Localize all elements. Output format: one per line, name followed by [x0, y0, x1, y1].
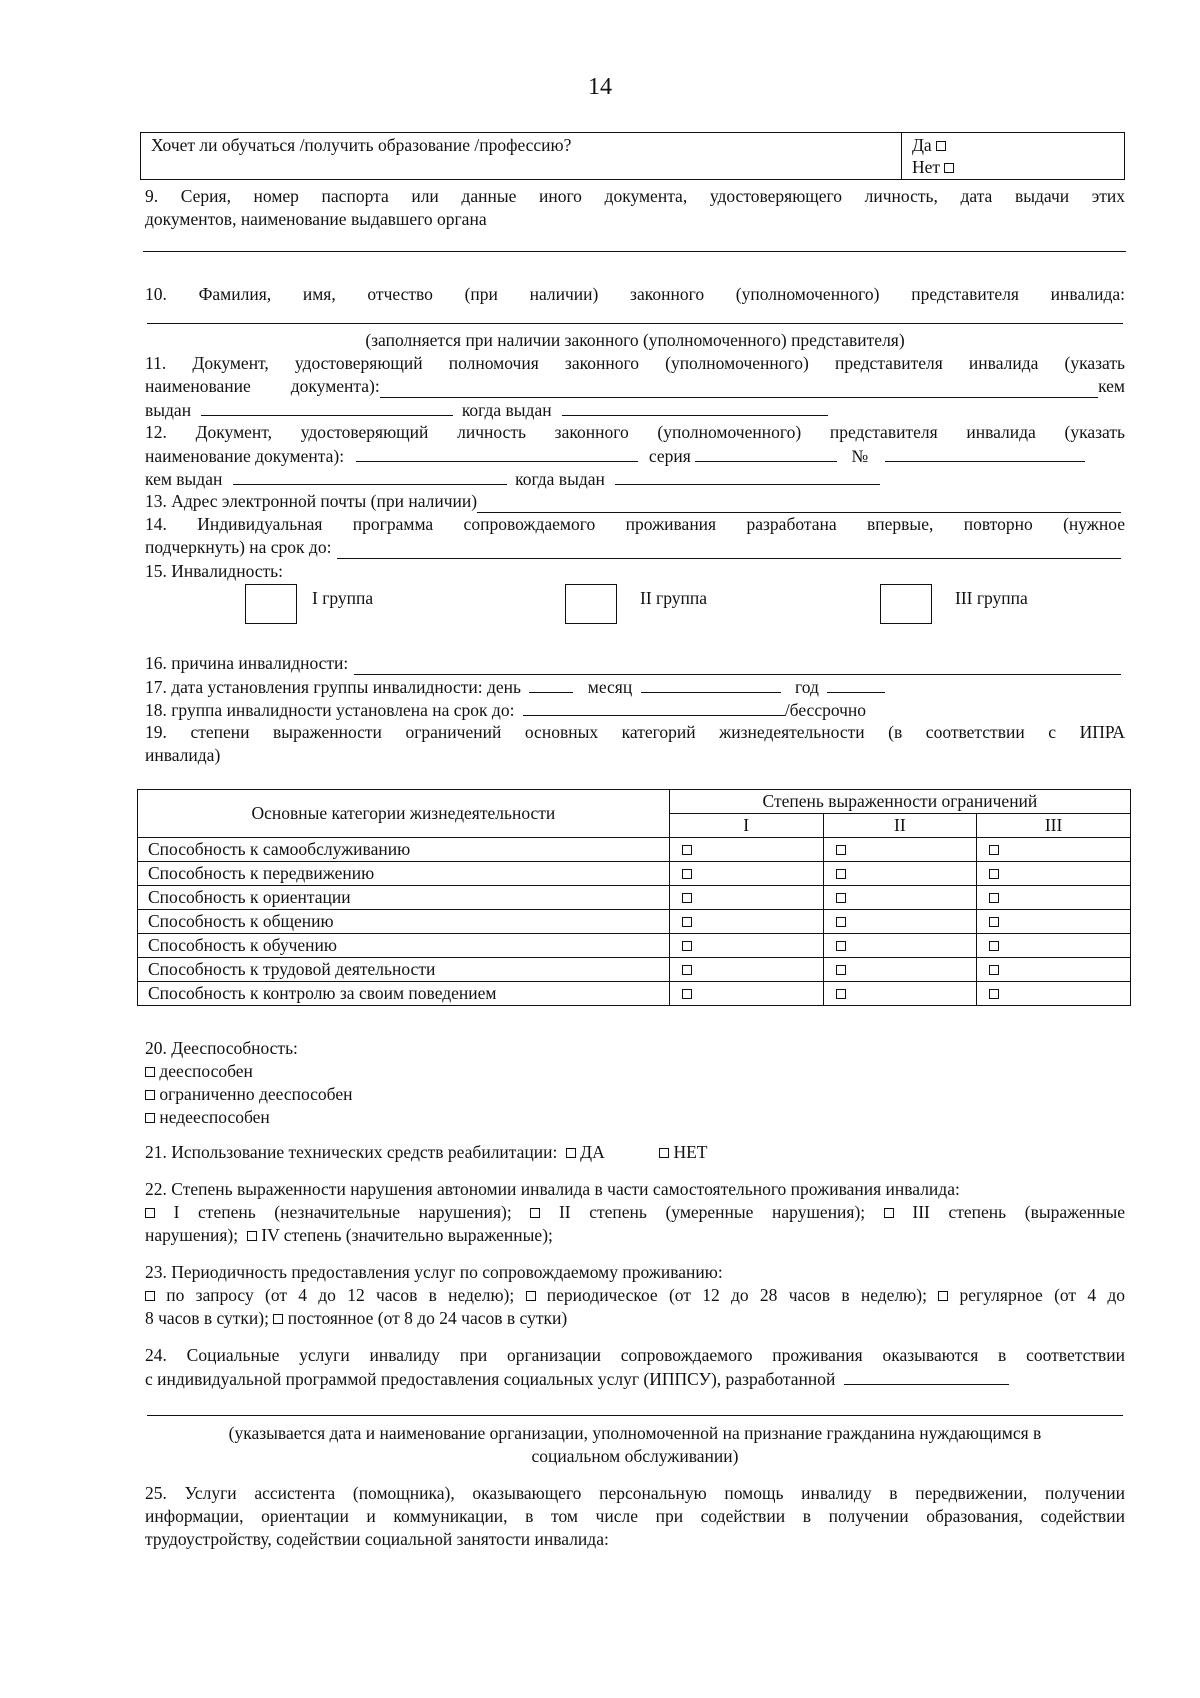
item10-input-line[interactable] — [147, 323, 1123, 324]
group1-label: I группа — [312, 588, 374, 608]
item17-month-label: месяц — [587, 677, 633, 697]
degree-checkbox[interactable] — [836, 845, 846, 855]
degree-checkbox[interactable] — [989, 893, 999, 903]
item17-line — [145, 675, 1125, 699]
item11-line3 — [145, 398, 1125, 422]
autonomy-2-checkbox[interactable] — [530, 1208, 540, 1218]
item9-line1: 9. Серия, номер паспорта или данные иного документа, удостоверяющего личность, дата выдачи этих — [145, 186, 1125, 206]
group3-checkbox[interactable] — [880, 584, 932, 624]
degree-checkbox[interactable] — [989, 869, 999, 879]
item23-line2 — [145, 1284, 1125, 1307]
item11-issue-date-input[interactable] — [562, 398, 828, 416]
degree-checkbox[interactable] — [989, 989, 999, 999]
answer-no-checkbox[interactable] — [944, 163, 954, 173]
degree-checkbox[interactable] — [836, 917, 846, 927]
item12-line3-b: когда выдан — [515, 469, 605, 489]
frequency-periodic-checkbox[interactable] — [526, 1291, 536, 1301]
capacity-limited-label: ограниченно дееспособен — [159, 1084, 353, 1104]
autonomy-3-checkbox[interactable] — [884, 1208, 894, 1218]
item11-line1: 11. Документ, удостоверяющий полномочия законного (уполномоченного) представителя инвалида (указать — [145, 353, 1125, 373]
item18-term-input[interactable] — [523, 698, 785, 716]
item11-line2-a: наименование — [145, 376, 251, 396]
item22-line3 — [145, 1224, 1125, 1247]
item13-line — [145, 490, 1125, 513]
item14-line2 — [145, 536, 1125, 559]
answer-yes-checkbox[interactable] — [936, 141, 946, 151]
frequency-periodic-label: периодическое (от 12 до 28 часов в неделю); — [546, 1285, 927, 1305]
item17-month-input[interactable] — [641, 675, 781, 693]
limitations-category-header: Основные категории жизнедеятельности — [138, 790, 670, 838]
item13-email-input[interactable] — [477, 495, 1121, 513]
item12-issue-date-input[interactable] — [615, 467, 880, 485]
answer-no-label: Нет — [912, 157, 941, 177]
autonomy-2-label: II степень (умеренные нарушения); — [558, 1202, 866, 1222]
education-question: Хочет ли обучаться /получить образование /профессию? — [141, 133, 902, 180]
item12-line2 — [145, 444, 1125, 468]
item16-cause-input[interactable] — [354, 657, 1121, 675]
frequency-request-label: по запросу (от 4 до 12 часов в неделю); — [166, 1285, 515, 1305]
item23-line1: 23. Периодичность предоставления услуг по сопровождаемому проживанию: — [145, 1262, 723, 1282]
autonomy-4-label: IV степень (значительно выраженные); — [261, 1225, 553, 1245]
item20-option-2 — [145, 1083, 1125, 1106]
item10-note: (заполняется при наличии законного (уполномоченного) представителя) — [365, 330, 905, 350]
degree-checkbox[interactable] — [989, 917, 999, 927]
table-row — [138, 958, 1131, 982]
item13-text: 13. Адрес электронной почты (при наличии) — [145, 491, 478, 511]
item18-text: 18. группа инвалидности установлена на срок до: — [145, 700, 515, 720]
item14-term-input[interactable] — [337, 541, 1121, 559]
degree-checkbox[interactable] — [836, 941, 846, 951]
item18-line — [145, 698, 1125, 722]
item11-line2 — [145, 375, 1125, 398]
item25-line3: трудоустройству, содействии социальной занятости инвалида: — [145, 1529, 609, 1549]
table-row — [138, 910, 1131, 934]
degree-checkbox[interactable] — [682, 845, 692, 855]
rehab-yes-checkbox[interactable] — [566, 1148, 576, 1158]
item10-text: 10. Фамилия, имя, отчество (при наличии) законного (уполномоченного) представителя инвалида: — [145, 284, 1125, 304]
item12-series-input[interactable] — [695, 444, 837, 462]
capacity-none-checkbox[interactable] — [145, 1113, 155, 1123]
degree-header-3: III — [977, 814, 1131, 838]
item17-year-label: год — [794, 677, 819, 697]
item12-line2-c: № — [851, 446, 869, 466]
item12-line2-b: серия — [648, 446, 691, 466]
item21-text: 21. Использование технических средств реабилитации: — [145, 1142, 558, 1162]
item20-option-1 — [145, 1060, 1125, 1083]
item14-line2-text: подчеркнуть) на срок до: — [145, 537, 332, 557]
degree-checkbox[interactable] — [682, 965, 692, 975]
degree-checkbox[interactable] — [836, 965, 846, 975]
group1-checkbox[interactable] — [245, 584, 297, 624]
group3-label: III группа — [955, 588, 1028, 608]
autonomy-1-label: I степень (незначительные нарушения); — [173, 1202, 512, 1222]
autonomy-1-checkbox[interactable] — [145, 1208, 155, 1218]
item16-line — [145, 652, 1125, 675]
item12-line1: 12. Документ, удостоверяющий личность законного (уполномоченного) представителя инвалида (указать — [145, 422, 1125, 442]
item20-title: 20. Дееспособность: — [145, 1038, 298, 1058]
degree-checkbox[interactable] — [836, 989, 846, 999]
degree-header-1: I — [669, 814, 823, 838]
row-label: Способность к общению — [138, 910, 670, 934]
item24-note2: социальном обслуживании) — [531, 1446, 739, 1466]
row-label: Способность к ориентации — [138, 886, 670, 910]
item11-line3-b: когда выдан — [461, 400, 552, 420]
degree-header-2: II — [823, 814, 977, 838]
item24-note1: (указывается дата и наименование организации, уполномоченной на признание гражданина нуждающимся в — [228, 1423, 1042, 1443]
item25-line2: информации, ориентации и коммуникации, в том числе при содействии в получении образования, содействии — [145, 1506, 1125, 1526]
degree-checkbox[interactable] — [682, 869, 692, 879]
rehab-no-checkbox[interactable] — [659, 1148, 669, 1158]
autonomy-4-checkbox[interactable] — [247, 1231, 257, 1241]
row-label: Способность к обучению — [138, 934, 670, 958]
group2-label: II группа — [640, 588, 707, 608]
group2-checkbox[interactable] — [565, 584, 617, 624]
item22-line2 — [145, 1201, 1125, 1224]
item21-line — [145, 1141, 1125, 1164]
item22-line1: 22. Степень выраженности нарушения автономии инвалида в части самостоятельного проживания инвалида: — [145, 1179, 960, 1199]
degree-checkbox[interactable] — [836, 893, 846, 903]
row-label: Способность к трудовой деятельности — [138, 958, 670, 982]
item12-line2-a: наименование документа): — [145, 446, 345, 466]
item17-year-input[interactable] — [827, 675, 885, 693]
item11-doc-name-input[interactable] — [380, 380, 1098, 398]
table-row — [138, 982, 1131, 1006]
rehab-yes-label: ДА — [580, 1142, 605, 1162]
item11-line2-c: кем — [1098, 376, 1125, 396]
capacity-full-checkbox[interactable] — [145, 1067, 155, 1077]
table-row — [138, 838, 1131, 862]
item9-input-line[interactable] — [143, 251, 1126, 252]
degree-checkbox[interactable] — [682, 893, 692, 903]
item15-title: 15. Инвалидность: — [145, 561, 284, 581]
item20-option-3 — [145, 1106, 1125, 1129]
frequency-constant-label: постоянное (от 8 до 24 часов в сутки) — [287, 1308, 568, 1328]
item16-text: 16. причина инвалидности: — [145, 653, 349, 673]
autonomy-3-label: III степень (выраженные — [912, 1202, 1125, 1222]
item25-line1: 25. Услуги ассистента (помощника), оказывающего персональную помощь инвалиду в передвижении, получении — [145, 1483, 1125, 1503]
item17-day-input[interactable] — [529, 675, 573, 693]
limitations-degree-header: Степень выраженности ограничений — [669, 790, 1130, 814]
row-label: Способность к самообслуживанию — [138, 838, 670, 862]
table-row — [138, 886, 1131, 910]
item14-line1: 14. Индивидуальная программа сопровождаемого проживания разработана впервые, повторно (нужное — [145, 514, 1125, 534]
degree-checkbox[interactable] — [682, 941, 692, 951]
degree-checkbox[interactable] — [682, 989, 692, 999]
item24-input-line[interactable] — [147, 1415, 1123, 1416]
item18-tail: /бессрочно — [784, 700, 867, 720]
limitations-table — [137, 789, 1131, 1006]
capacity-none-label: недееспособен — [159, 1107, 270, 1127]
item11-line3-a: выдан — [145, 400, 192, 420]
item24-developer-input[interactable] — [844, 1367, 1009, 1385]
item11-line2-b: документа): — [290, 376, 380, 396]
item24-line1: 24. Социальные услуги инвалиду при организации сопровождаемого проживания оказываются в соответствии — [145, 1345, 1125, 1365]
frequency-regular-label-cont: 8 часов в сутки); — [145, 1308, 269, 1328]
capacity-limited-checkbox[interactable] — [145, 1090, 155, 1100]
frequency-regular-checkbox[interactable] — [938, 1291, 948, 1301]
degree-checkbox[interactable] — [989, 845, 999, 855]
autonomy-3-label-cont: нарушения); — [145, 1225, 239, 1245]
row-label: Способность к передвижению — [138, 862, 670, 886]
capacity-full-label: дееспособен — [159, 1061, 253, 1081]
frequency-constant-checkbox[interactable] — [273, 1314, 283, 1324]
item23-line3 — [145, 1307, 1125, 1330]
education-answer-cell — [902, 133, 1125, 180]
degree-checkbox[interactable] — [836, 869, 846, 879]
education-question-table — [140, 132, 1125, 180]
frequency-request-checkbox[interactable] — [145, 1291, 155, 1301]
table-row — [138, 934, 1131, 958]
item19-line2: инвалида) — [145, 745, 221, 765]
row-label: Способность к контролю за своим поведением — [138, 982, 670, 1006]
item12-issued-by-input[interactable] — [233, 467, 507, 485]
item12-line3-a: кем выдан — [145, 469, 223, 489]
frequency-regular-label: регулярное (от 4 до — [959, 1285, 1126, 1305]
item24-line2 — [145, 1367, 1125, 1391]
answer-yes-label: Да — [912, 135, 932, 155]
degree-checkbox[interactable] — [682, 917, 692, 927]
item11-issued-by-input[interactable] — [201, 398, 453, 416]
item19-line1: 19. степени выраженности ограничений основных категорий жизнедеятельности (в соответствии с ИПРА — [145, 722, 1125, 742]
rehab-no-label: НЕТ — [673, 1142, 708, 1162]
item12-doc-name-input[interactable] — [356, 444, 638, 462]
item12-number-input[interactable] — [885, 444, 1085, 462]
degree-checkbox[interactable] — [989, 941, 999, 951]
page-number: 14 — [588, 74, 612, 100]
item17-text: 17. дата установления группы инвалидности: день — [145, 677, 522, 697]
item9-line2: документов, наименование выдавшего органа — [145, 209, 487, 229]
item12-line3 — [145, 467, 1125, 491]
table-row — [138, 862, 1131, 886]
item24-line2-text: с индивидуальной программой предоставления социальных услуг (ИППСУ), разработанной — [145, 1369, 836, 1389]
degree-checkbox[interactable] — [989, 965, 999, 975]
